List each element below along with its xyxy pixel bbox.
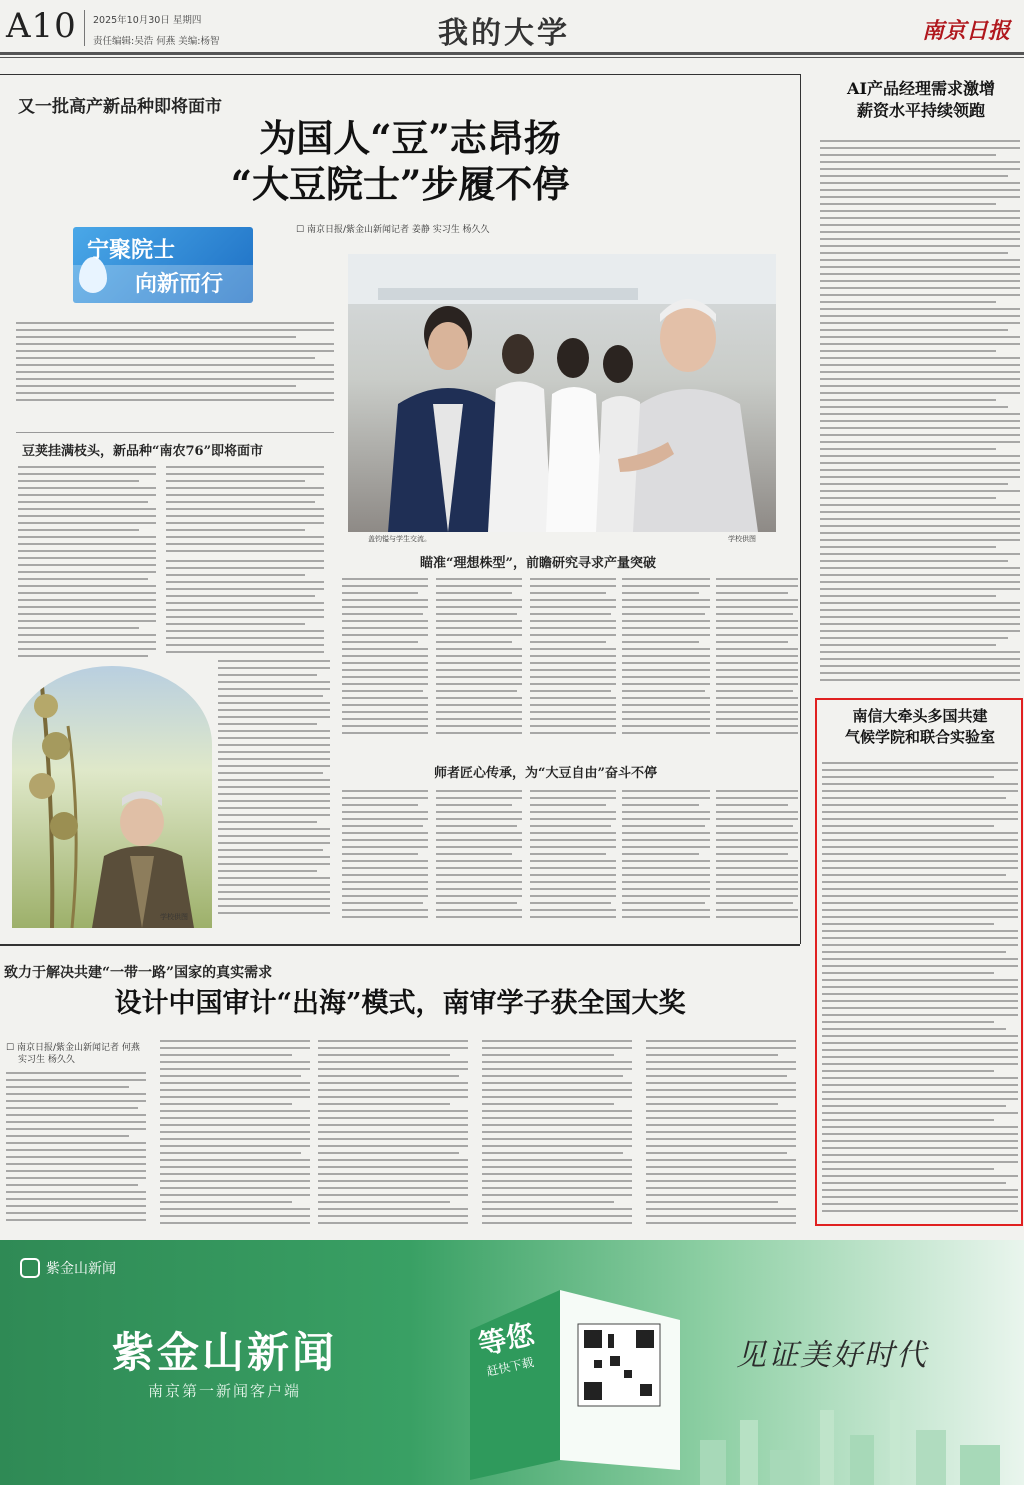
- second-kicker: 致力于解决共建“一带一路”国家的真实需求: [4, 965, 273, 981]
- lead-col2-text-mid: [166, 560, 324, 656]
- second-headline: 设计中国审计“出海”模式，南审学子获全国大奖: [114, 988, 686, 1019]
- second-col3-text: [318, 1040, 468, 1228]
- lead-col10-text: [530, 790, 616, 926]
- lead-headline-line1: 为国人“豆”志昂扬: [259, 116, 561, 160]
- ad-brand-small: 紫金山新闻: [46, 1261, 116, 1277]
- subhead1-rule: [16, 432, 334, 433]
- lead-photo-image: [348, 254, 776, 532]
- ad-brand-large: 紫金山新闻: [112, 1328, 338, 1377]
- lead-col7-text: [716, 578, 798, 742]
- lead-col8-text: [342, 790, 428, 926]
- section-title: 我的大学: [438, 16, 570, 51]
- right-story1-headline-2: 薪资水平持续领跑: [856, 101, 985, 120]
- right-story1-headline-1: AI产品经理需求激增: [847, 79, 995, 98]
- second-byline-2: 实习生 杨久久: [18, 1055, 75, 1065]
- second-col2-text: [160, 1040, 310, 1228]
- second-story-rule: [0, 944, 800, 946]
- app-logo-icon: [20, 1258, 40, 1278]
- right-story1-text: [820, 140, 1020, 688]
- lead-col11-text: [622, 790, 710, 926]
- second-col1-text: [6, 1072, 146, 1228]
- lead-col2-text-wrap: [218, 660, 330, 918]
- lead-col3-text: [342, 578, 428, 742]
- issue-date: 2025年10月30日 星期四: [93, 15, 202, 26]
- ad-slogan: 见证美好时代: [736, 1338, 928, 1373]
- lead-col5-text: [530, 578, 616, 742]
- subhead-2: 瞄准“理想株型”，前瞻研究寻求产量突破: [420, 556, 656, 571]
- cube-text-2: 赶快下载: [485, 1355, 536, 1379]
- right-story2-text: [822, 762, 1018, 1220]
- field-photo: [12, 666, 212, 928]
- lead-byline: [296, 222, 490, 235]
- masthead-rule: [0, 52, 1024, 55]
- paper-logo: 南京日报: [922, 18, 1011, 44]
- lead-col1-text: [18, 466, 156, 662]
- second-col5-text: [646, 1040, 796, 1228]
- subhead-1: 豆荚挂满枝头，新品种“南农76”即将面市: [22, 444, 264, 459]
- byline-box-icon: ☐: [296, 225, 307, 235]
- editors-line: 责任编辑:吴浩 何燕 美编:杨智: [93, 36, 220, 47]
- field-photo-image: [12, 666, 212, 928]
- lead-photo-caption: 盖钧镒与学生交流。: [368, 535, 431, 543]
- lead-kicker: 又一批高产新品种即将面市: [18, 97, 222, 117]
- lead-col12-text: [716, 790, 798, 926]
- qr-cube-graphic: [430, 1260, 690, 1480]
- lead-photo-credit: 学校供图: [728, 535, 756, 543]
- second-byline-text-1: 南京日报/紫金山新闻记者 何燕: [16, 1043, 140, 1053]
- page-number: A10: [6, 6, 77, 46]
- byline-box-icon: ☐: [6, 1043, 17, 1053]
- cube-text-1: 等您: [475, 1317, 538, 1362]
- ad-tagline: 南京第一新闻客户端: [148, 1382, 302, 1400]
- field-photo-credit: 学校供图: [160, 913, 188, 921]
- series-badge: [73, 227, 253, 303]
- app-advertisement: [0, 1240, 1024, 1485]
- subhead-3: 师者匠心传承，为“大豆自由”奋斗不停: [434, 766, 657, 781]
- second-col4-text: [482, 1040, 632, 1228]
- lead-col2-text-top: [166, 466, 324, 556]
- lead-photo: [348, 254, 776, 532]
- lead-col4-text: [436, 578, 522, 742]
- right-story2-headline-1: 南信大牵头多国共建: [852, 707, 988, 725]
- lead-intro-text: [16, 322, 334, 412]
- lead-byline-text: 南京日报/紫金山新闻记者 姜静 实习生 杨久久: [306, 225, 490, 235]
- masthead-divider: [84, 10, 85, 46]
- masthead-rule-thin: [0, 57, 1024, 58]
- lead-headline-line2: “大豆院士”步履不停: [230, 162, 570, 206]
- right-story2-headline-2: 气候学院和联合实验室: [844, 728, 995, 746]
- lead-col6-text: [622, 578, 710, 742]
- city-skyline-graphic: [680, 1390, 1024, 1485]
- lead-col9-text: [436, 790, 522, 926]
- masthead: [0, 0, 1024, 58]
- column-divider: [800, 74, 801, 944]
- badge-line1: 宁聚院士: [87, 238, 176, 263]
- badge-line2: 向新而行: [135, 272, 224, 297]
- lead-top-rule: [0, 74, 800, 75]
